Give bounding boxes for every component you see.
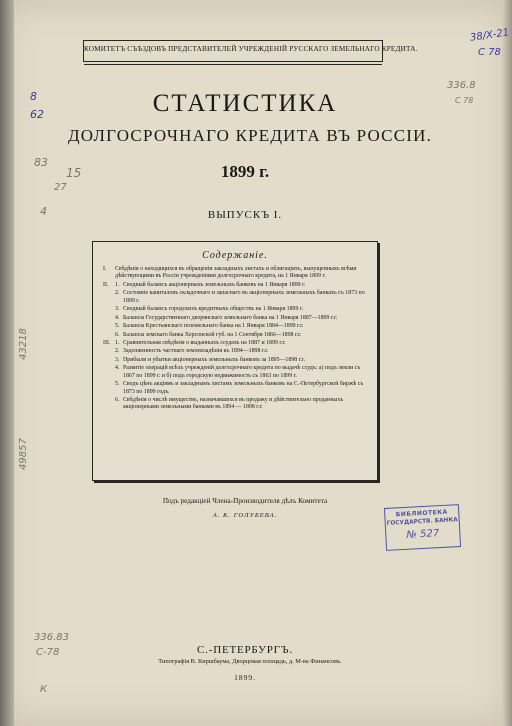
contents-entry [103, 282, 369, 289]
contents-entry [103, 323, 369, 330]
library-stamp [384, 504, 461, 551]
contents-list [103, 266, 369, 413]
stamp-line-library: БИБЛИОТЕКА [395, 508, 448, 519]
item-text: Развитіе операцій всѣхъ учрежденій долгосрочнаго кредита по выдачѣ ссудъ: а) подъ земли съ 1867 по 1899 г. и б) подъ городскую недвижимость съ 1863 по 1899 г. [123, 365, 361, 379]
pencil-classmark: 336.8 [447, 80, 476, 91]
stamp-number: № 527 [406, 528, 440, 541]
item-text: Задолженность частнаго землевладѣнія къ 1894—1898 г.г. [123, 348, 269, 355]
item-number: 1. [115, 281, 120, 288]
header-underline [84, 64, 382, 65]
editor-name: А. К. ГОЛУБЕВА. [212, 512, 278, 519]
item-text: Сравнительная свѣдѣнія о выданныхъ ссудахъ на 1887 и 1899 г.г. [123, 339, 286, 346]
contents-entry [103, 381, 369, 396]
item-number: 2. [115, 348, 120, 355]
item-text: Балансы Крестьянскаго поземельнаго банка на 1 Января 1884—1899 г.г. [123, 323, 304, 330]
item-text: Свѣдѣнія о находящихся въ обращеніи закладныхъ листахъ и облигаціяхъ, выпущенныхъ всѣми дѣйствующими въ Россіи учрежденіями долгосрочнаго кредита, на 1 Января 1899 г. [115, 266, 357, 280]
item-number: 2. [115, 290, 120, 297]
item-text: Сводный балансъ городскихъ кредитныхъ обществъ на 1 Января 1899 г. [123, 306, 304, 313]
handwritten-mark-2: 62 [30, 108, 44, 121]
item-number: 1. [115, 339, 120, 346]
contents-entry [103, 365, 369, 380]
handwritten-mark-1: 8 [30, 90, 37, 103]
contents-entry [103, 348, 369, 355]
item-number: 3. [115, 306, 120, 313]
pencil-mark-4: 4 [40, 205, 47, 218]
contents-entry [103, 315, 369, 322]
item-text: Балансы Государственнаго дворянскаго земельнаго банка на 1 Января 1887—1899 г.г. [123, 314, 338, 321]
title-year: 1899 г. [220, 162, 270, 181]
item-number: 6. [115, 331, 120, 338]
item-text: Балансы земскаго банка Херсонской губ. на 1 Сентября 1866—1898 г.г. [123, 331, 302, 338]
committee-header: КОМИТЕТЪ СЪѢЗДОВЪ ПРЕДСТАВИТЕЛЕЙ УЧРЕЖДЕНІЙ РУССКАГО ЗЕМЕЛЬНАГО КРЕДИТА. [84, 45, 418, 53]
committee-header-frame [83, 40, 418, 62]
item-number: 5. [115, 323, 120, 330]
contents-entry [103, 357, 369, 364]
pencil-bottom-letter: К [40, 684, 48, 695]
imprint-year: 1899. [234, 673, 256, 682]
section-number: I. [103, 266, 107, 272]
contents-entry [103, 290, 369, 305]
item-number: 6. [115, 397, 120, 403]
contents-entry [103, 332, 369, 339]
section-number: III. [103, 339, 111, 346]
pencil-bottom-classmark-2: С-78 [36, 647, 60, 658]
item-text: Состояніе капиталовъ складочнаго и запаснаго въ акціонерныхъ земельныхъ банкахъ съ 1873 по 1899 г. [123, 290, 365, 304]
pencil-bottom-classmark: 336.83 [34, 632, 69, 643]
title-main: СТАТИСТИКА [152, 90, 338, 117]
handwritten-shelfmark-top-2: С 78 [478, 47, 501, 58]
contents-entry [103, 266, 369, 281]
binding-edge [0, 0, 14, 726]
title-subtitle: ДОЛГОСРОЧНАГО КРЕДИТА ВЪ РОССІИ. [67, 126, 433, 145]
item-text: Сводный балансъ акціонерныхъ земельныхъ банковъ на 1 Января 1899 г. [123, 281, 306, 288]
contents-entry [103, 397, 369, 412]
pencil-vertical-number-2: 49857 [18, 438, 29, 470]
contents-entry [103, 306, 369, 313]
pencil-mark-2: 15 [66, 166, 82, 180]
section-number: II. [103, 281, 109, 288]
contents-heading: Содержаніе. [202, 250, 268, 261]
item-text: Свѣдѣнія о числѣ имуществъ, назначавшихся въ продажу и дѣйствительно проданныхъ акціонерными земельными банками въ 1894 — 1898 г.г. [123, 397, 344, 411]
contents-box [92, 241, 378, 481]
item-text: Прибыли и убытки акціонерныхъ земельныхъ банковъ за 1895—1898 г.г. [123, 356, 306, 363]
contents-entry [103, 340, 369, 347]
item-number: 5. [115, 381, 120, 388]
issue-label: ВЫПУСКЪ І. [207, 209, 283, 221]
item-number: 4. [115, 314, 120, 321]
pencil-classmark-2: С 78 [455, 96, 474, 105]
stamp-line-bank: ГОСУДАРСТВ. БАНКА [386, 517, 458, 527]
pencil-mark-1: 83 [34, 156, 48, 169]
imprint-press: Типографія В. Киршбаума, Дворцовая площадь, д. М-ва Финансовъ. [158, 658, 342, 665]
pencil-mark-3: 27 [54, 182, 67, 193]
item-number: 4. [115, 365, 120, 372]
pencil-vertical-number-1: 43218 [18, 328, 29, 360]
item-text: Сводъ цѣнъ акціямъ и закладнымъ листамъ земельныхъ банковъ на С.-Петербургской биржѣ съ 1873 по 1899 годъ. [123, 381, 364, 395]
imprint-city: С.-ПЕТЕРБУРГЪ. [197, 644, 293, 656]
handwritten-shelfmark-top: 38/Х-21 [469, 27, 510, 44]
item-number: 3. [115, 356, 120, 363]
page-right-edge [502, 0, 512, 726]
editor-line: Подъ редакціей Члена-Производителя дѣлъ Комитета [162, 497, 328, 505]
